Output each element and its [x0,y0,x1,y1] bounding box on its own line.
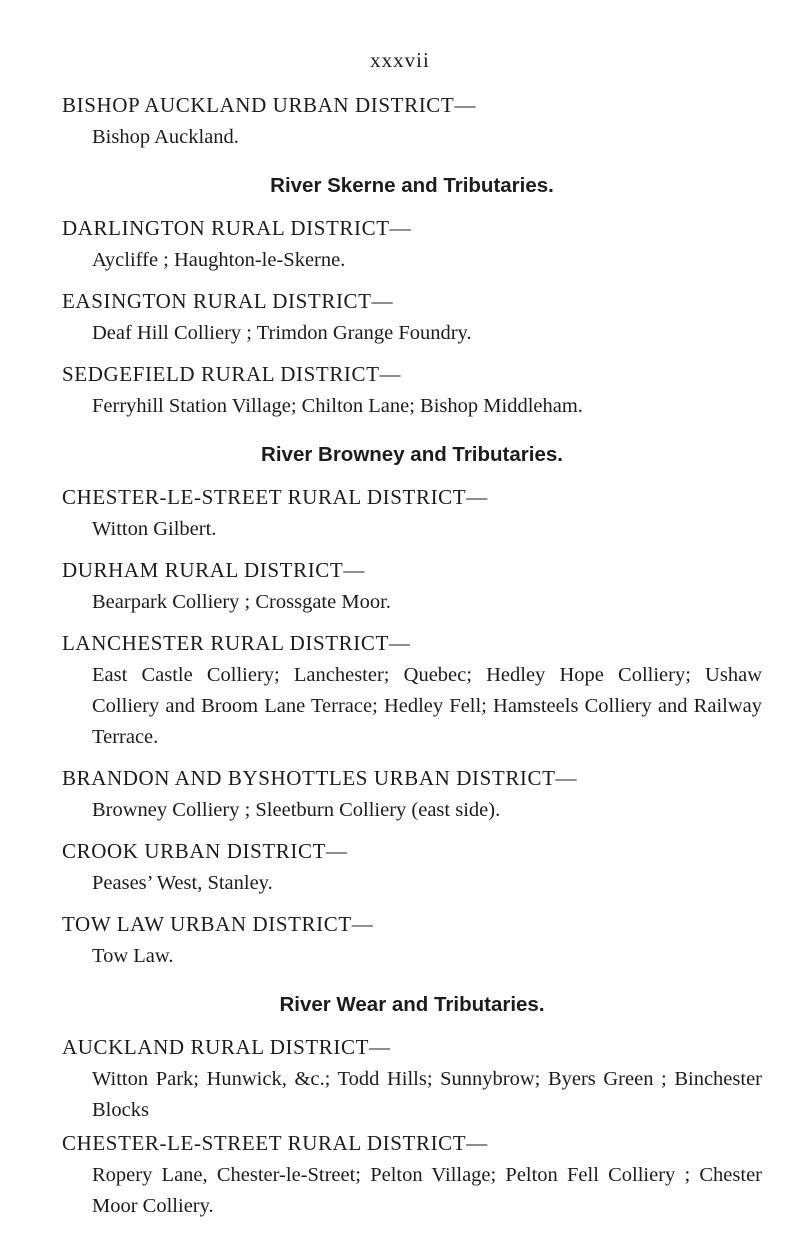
district-entry [62,626,762,753]
district-places: Deaf Hill Colliery ; Trimdon Grange Foundry. [92,322,472,344]
district-entry [62,1030,762,1126]
district-name: CHESTER-LE-STREET RURAL DISTRICT— [62,485,488,509]
district-list [62,88,762,1230]
district-places: Bearpark Colliery ; Crossgate Moor. [92,591,391,613]
district-name: CROOK URBAN DISTRICT— [62,839,348,863]
district-places: Aycliffe ; Haughton-le-Skerne. [92,249,346,271]
district-places: Ferryhill Station Village; Chilton Lane; Bishop Middleham. [92,395,583,417]
district-name: DARLINGTON RURAL DISTRICT— [62,216,412,240]
district-entry [62,211,762,276]
district-name: TOW LAW URBAN DISTRICT— [62,912,374,936]
district-places: Tow Law. [92,945,174,967]
district-entry [62,480,762,545]
district-entry [62,88,762,153]
district-name: SEDGEFIELD RURAL DISTRICT— [62,362,402,386]
district-places: Witton Gilbert. [92,518,217,540]
district-entry [62,357,762,422]
district-entry [62,1126,762,1222]
district-entry [62,761,762,826]
district-name: BISHOP AUCKLAND URBAN DISTRICT— [62,93,476,117]
district-places: Bishop Auckland. [92,126,239,148]
district-entry [62,284,762,349]
district-places: Peases’ West, Stanley. [92,872,273,894]
district-entry [62,553,762,618]
district-places: East Castle Colliery; Lanchester; Quebec; Hedley Hope Colliery; Ushaw Colliery and Broom Lane Terrace; Hedley Fell; Hamsteels Colliery and Railway Terrace. [92,664,762,748]
district-name: EASINGTON RURAL DISTRICT— [62,289,394,313]
district-name: LANCHESTER RURAL DISTRICT— [62,631,411,655]
river-section-heading: River Browney and Tributaries. [261,443,563,466]
page-number: xxxvii [370,48,430,72]
river-section-heading: River Wear and Tributaries. [279,993,545,1016]
district-places: Witton Park; Hunwick, &c.; Todd Hills; Sunnybrow; Byers Green ; Binchester Blocks [92,1068,762,1121]
river-section-heading: River Skerne and Tributaries. [270,174,554,197]
district-name: BRANDON AND BYSHOTTLES URBAN DISTRICT— [62,766,578,790]
district-name: DURHAM RURAL DISTRICT— [62,558,365,582]
district-places: Browney Colliery ; Sleetburn Colliery (east side). [92,799,501,821]
district-places: Ropery Lane, Chester-le-Street; Pelton Village; Pelton Fell Colliery ; Chester Moor Colliery. [92,1164,762,1217]
district-entry [62,907,762,972]
district-name: CHESTER-LE-STREET RURAL DISTRICT— [62,1131,488,1155]
district-name: AUCKLAND RURAL DISTRICT— [62,1035,391,1059]
district-entry [62,834,762,899]
